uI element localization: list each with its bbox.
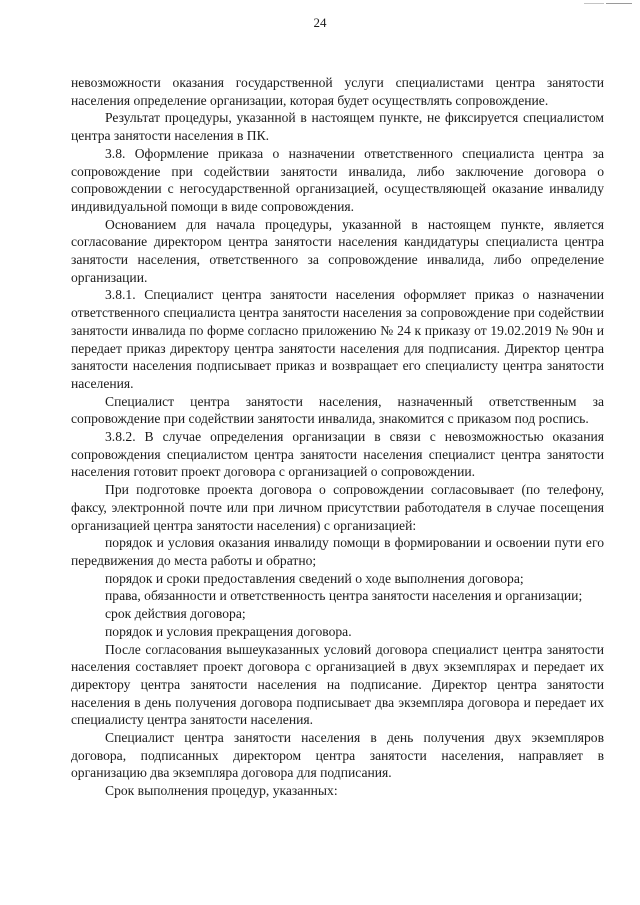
paragraph: 3.8.1. Специалист центра занятости населения оформляет приказ о назначении ответственного специалиста центра занятости населения за сопровождение при содействии занятости инвалида по форме согласно приложению № 24 к приказу от 19.02.2019 № 90н и передает приказ директору центра занятости населения для подписания. Директор центра занятости населения подписывает приказ и возвращает его специалисту центра занятости населения. xyxy=(71,287,604,391)
list-item: порядок и условия оказания инвалиду помощи в формировании и освоении пути его передвижения до места работы и обратно; xyxy=(71,535,604,568)
paragraph: Основанием для начала процедуры, указанной в настоящем пункте, является согласование директором центра занятости населения кандидатуры специалиста центра занятости населения, ответственного за сопровождение инвалида, либо определение организации. xyxy=(71,216,604,285)
list-item: порядок и условия прекращения договора. xyxy=(105,623,352,639)
scan-edge-mark xyxy=(584,3,604,4)
page-number: 24 xyxy=(313,15,327,30)
document-body xyxy=(71,74,604,800)
paragraph: Срок выполнения процедур, указанных: xyxy=(105,783,338,799)
list-item: порядок и сроки предоставления сведений о ходе выполнения договора; xyxy=(105,570,524,586)
paragraph: 3.8.2. В случае определения организации в связи с невозможностью оказания сопровождения специалистом центра занятости населения специалист центра занятости населения готовит проект договора с организацией о сопровождении. xyxy=(71,429,604,480)
list-item: права, обязанности и ответственность центра занятости населения и организации; xyxy=(105,588,583,604)
paragraph: Специалист центра занятости населения в день получения двух экземпляров договора, подписанных директором центра занятости населения, направляет в организацию два экземпляра договора для подписания. xyxy=(71,730,604,781)
paragraph: При подготовке проекта договора о сопровождении согласовывает (по телефону, факсу, электронной почте или при личном присутствии работодателя в случае посещения организацией центра занятости населения) с организацией: xyxy=(71,482,604,533)
paragraph: Результат процедуры, указанной в настоящем пункте, не фиксируется специалистом центра занятости населения в ПК. xyxy=(71,110,604,144)
paragraph: После согласования вышеуказанных условий договора специалист центра занятости населения составляет проект договора с организацией в двух экземплярах и передает их директору центра занятости населения на подписание. Директор центра занятости населения в день получения договора подписывает два экземпляра договора и передает их специалисту центра занятости населения. xyxy=(71,641,604,728)
paragraph: невозможности оказания государственной услуги специалистами центра занятости населения определение организации, которая будет осуществлять сопровождение. xyxy=(71,75,604,108)
paragraph: Специалист центра занятости населения, назначенный ответственным за сопровождение при содействии занятости инвалида, знакомится с приказом под роспись. xyxy=(71,393,604,427)
scan-edge-mark xyxy=(606,3,632,4)
paragraph: 3.8. Оформление приказа о назначении ответственного специалиста центра за сопровождение при содействии занятости инвалида, либо заключение договора о сопровождении с негосударственной организацией, осуществляющей оказание инвалиду индивидуальной помощи в виде сопровождения. xyxy=(71,145,604,214)
list-item: срок действия договора; xyxy=(105,606,246,622)
